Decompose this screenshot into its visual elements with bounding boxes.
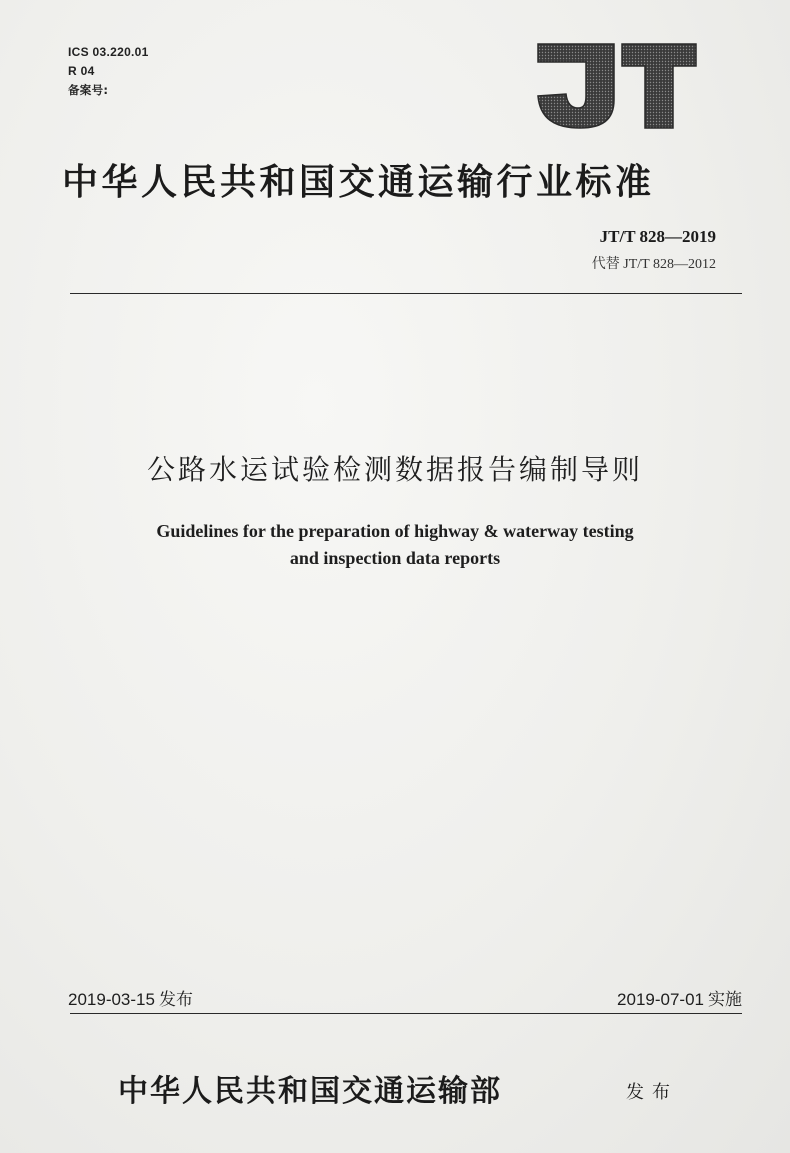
implement-label: 实施 xyxy=(708,990,742,1010)
document-title-en-line2: and inspection data reports xyxy=(289,548,501,568)
standard-number: JT/T 828—2019 xyxy=(599,227,716,246)
issue-date-block xyxy=(68,985,193,1010)
replaces-standard: 代替 JT/T 828—2012 xyxy=(591,257,716,272)
top-divider xyxy=(70,293,742,294)
issue-action: 发布 xyxy=(626,1082,678,1103)
implement-date-block xyxy=(617,985,742,1010)
implement-date: 2019-07-01 xyxy=(617,990,704,1009)
issue-date: 2019-03-15 xyxy=(68,990,155,1009)
document-title-en-line1: Guidelines for the preparation of highway & waterway testing xyxy=(156,521,634,541)
record-number-label: 备案号: xyxy=(68,83,109,97)
bottom-divider xyxy=(70,1013,742,1014)
document-title-cn: 公路水运试验检测数据报告编制导则 xyxy=(146,453,643,486)
issue-label: 发布 xyxy=(158,990,193,1010)
category-code: R 04 xyxy=(68,64,95,78)
issuing-authority: 中华人民共和国交通运输部 xyxy=(118,1074,502,1109)
jt-logo xyxy=(532,36,702,136)
ics-code: ICS 03.220.01 xyxy=(68,45,149,59)
standard-type-heading: 中华人民共和国交通运输行业标准 xyxy=(62,162,655,203)
